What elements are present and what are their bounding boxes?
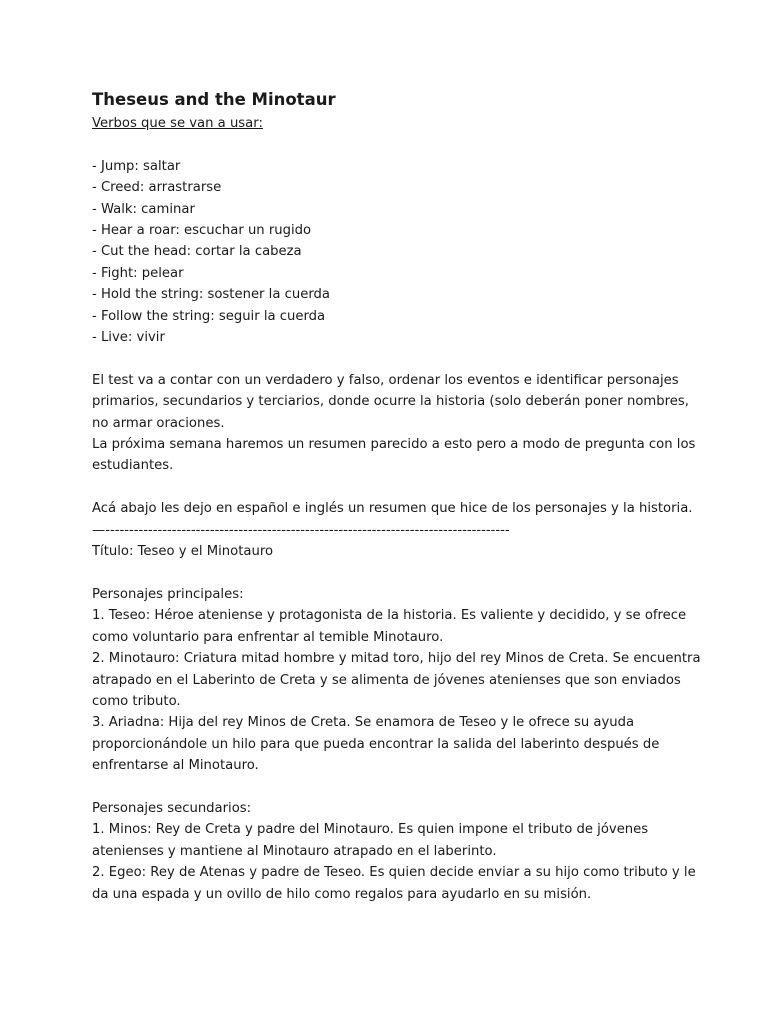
secondary-characters-list: [92, 819, 708, 905]
verb-item: - Hear a roar: escuchar un rugido: [92, 223, 312, 239]
blank-line: [92, 562, 708, 583]
next-week-paragraph: La próxima semana haremos un resumen parecido a esto pero a modo de pregunta con los estudiantes.: [92, 437, 696, 474]
blank-line: [92, 134, 708, 155]
summary-intro: Acá abajo les dejo en español e inglés un resumen que hice de los personajes y la historia.: [92, 501, 693, 517]
secondary-characters-heading: Personajes secundarios:: [92, 800, 252, 816]
verbs-heading: Verbos que se van a usar:: [92, 116, 263, 131]
character-entry: 2. Minotauro: Criatura mitad hombre y mitad toro, hijo del rey Minos de Creta. Se encuentra atrapado en el Laberinto de Creta y se alimenta de jóvenes atenienses que son enviados como tributo.: [92, 651, 701, 709]
verb-item: - Walk: caminar: [92, 201, 195, 217]
blank-line: [92, 777, 708, 798]
verb-item: - Creed: arrastrarse: [92, 180, 222, 196]
verbs-list: [92, 156, 708, 349]
verb-item: - Cut the head: cortar la cabeza: [92, 244, 302, 260]
character-entry: 2. Egeo: Rey de Atenas y padre de Teseo. Es quien decide enviar a su hijo como tributo y le da una espada y un ovillo de hilo como regalos para ayudarlo en su misión.: [92, 865, 696, 902]
separator-line: —-------------------------------------------------------------------------------------: [92, 522, 510, 538]
document-title: Theseus and the Minotaur: [92, 90, 336, 109]
verb-item: - Fight: pelear: [92, 265, 184, 281]
blank-line: [92, 348, 708, 369]
main-characters-list: [92, 605, 708, 776]
character-entry: 1. Minos: Rey de Creta y padre del Minotauro. Es quien impone el tributo de jóvenes atenienses y mantiene al Minotauro atrapado en el laberinto.: [92, 822, 649, 859]
verb-item: - Jump: saltar: [92, 158, 181, 174]
main-characters-heading: Personajes principales:: [92, 586, 244, 602]
verb-item: - Hold the string: sostener la cuerda: [92, 287, 330, 303]
verb-item: - Live: vivir: [92, 330, 165, 346]
test-paragraph: El test va a contar con un verdadero y falso, ordenar los eventos e identificar personajes primarios, secundarios y terciarios, donde ocurre la historia (solo deberán poner nombres, no armar oraciones.: [92, 372, 689, 431]
character-entry: 3. Ariadna: Hija del rey Minos de Creta. Se enamora de Teseo y le ofrece su ayuda proporcionándole un hilo para que pueda encontrar la salida del laberinto después de enfrentarse al Minotauro.: [92, 715, 660, 774]
verb-item: - Follow the string: seguir la cuerda: [92, 308, 326, 324]
character-entry: 1. Teseo: Héroe ateniense y protagonista de la historia. Es valiente y decidido, y se ofrece como voluntario para enfrentar al temible Minotauro.: [92, 608, 687, 645]
story-title: Título: Teseo y el Minotauro: [92, 544, 274, 560]
blank-line: [92, 477, 708, 498]
